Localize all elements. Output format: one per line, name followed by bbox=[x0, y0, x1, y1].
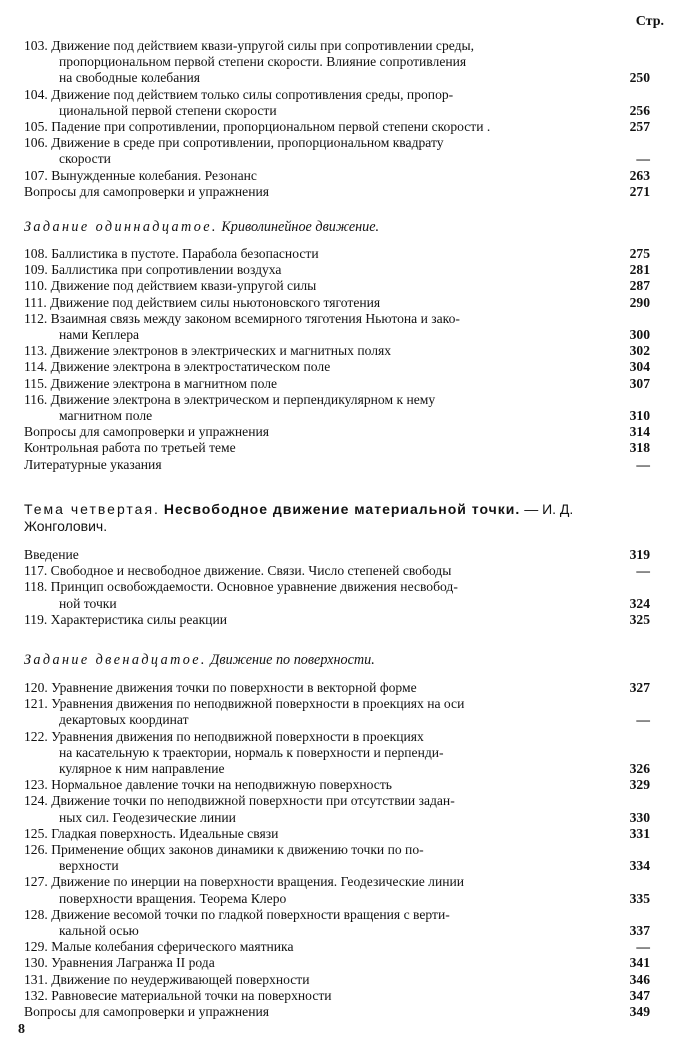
section-lead: Задание двенадцатое. bbox=[24, 652, 207, 668]
toc-entry bbox=[24, 988, 650, 1004]
toc-entry bbox=[24, 87, 650, 119]
toc-entry-title: 128. Движение весомой точки по гладкой поверхности вращения с верти- bbox=[24, 906, 450, 922]
toc-entry-title: 119. Характеристика силы реакции bbox=[24, 611, 227, 627]
toc-entry-title: Введение bbox=[24, 547, 79, 562]
toc-entry bbox=[24, 343, 650, 359]
toc-entry-title: 129. Малые колебания сферического маятника bbox=[24, 939, 294, 955]
toc-entry-page: 318 bbox=[629, 440, 650, 456]
toc-entry bbox=[24, 729, 650, 778]
toc-entry bbox=[24, 311, 650, 343]
toc-entry-title: 127. Движение по инерции на поверхности вращения. Геодезические линии bbox=[24, 874, 465, 890]
toc-entry-title: 123. Нормальное давление точки на неподвижную поверхность bbox=[24, 777, 392, 793]
toc-entry-page: 326 bbox=[629, 760, 650, 776]
toc-entry bbox=[24, 184, 650, 200]
toc-entry-page: 327 bbox=[629, 679, 650, 695]
toc-entry-title: Вопросы для самопроверки и упражнения bbox=[24, 183, 270, 199]
toc-entry bbox=[24, 135, 650, 167]
toc-entry-title: 105. Падение при сопротивлении, пропорциональном первой степени скорости . bbox=[24, 119, 491, 134]
toc-entry bbox=[24, 359, 650, 375]
toc-entry bbox=[24, 168, 650, 184]
toc-entry bbox=[24, 842, 650, 874]
toc-entry bbox=[24, 793, 650, 825]
toc-entry bbox=[24, 440, 650, 456]
toc-entry-page: 307 bbox=[629, 375, 650, 391]
toc-entry bbox=[24, 246, 650, 262]
toc-entry-title: 108. Баллистика в пустоте. Парабола безопасности bbox=[24, 246, 319, 261]
toc-entry-page: 349 bbox=[629, 1003, 650, 1019]
toc-entry-continuation: ных сил. Геодезические линии bbox=[59, 809, 236, 825]
toc-entry bbox=[24, 826, 650, 842]
section-heading-12 bbox=[24, 652, 650, 669]
page-column-header: Стр. bbox=[635, 14, 664, 29]
toc-entry bbox=[24, 874, 650, 906]
toc-entry-page: 314 bbox=[629, 424, 650, 440]
toc-entry-page: 334 bbox=[629, 858, 650, 874]
toc-entry-page: 324 bbox=[629, 595, 650, 611]
toc-entry-title: 107. Вынужденные колебания. Резонанс bbox=[24, 167, 257, 183]
toc-entry-page: 300 bbox=[629, 326, 650, 342]
toc-entry-page: 290 bbox=[629, 294, 650, 310]
toc-entry bbox=[24, 457, 650, 473]
toc-entry-page: 329 bbox=[629, 777, 650, 793]
toc-entry-page: 346 bbox=[629, 971, 650, 987]
theme-title: Несвободное движение материальной точки. bbox=[163, 501, 521, 517]
toc-entry-title: Литературные указания bbox=[24, 456, 162, 472]
toc-entry-title: 117. Свободное и несвободное движение. Связи. Число степеней свободы bbox=[24, 563, 452, 579]
toc-entry-title: Вопросы для самопроверки и упражнения bbox=[24, 1004, 270, 1019]
theme-lead: Тема четвертая. bbox=[24, 501, 160, 517]
toc-entry-page: 341 bbox=[629, 955, 650, 971]
toc-entry-page: 337 bbox=[629, 922, 650, 938]
toc-entry-continuation: циональной первой степени скорости bbox=[59, 102, 277, 118]
toc-entry-title: 116. Движение электрона в электрическом и перпендикулярном к нему bbox=[24, 391, 436, 407]
toc-entry-title: 103. Движение под действием квази-упругой силы при сопротивлении среды, bbox=[24, 38, 475, 53]
section-title: Движение по поверхности. bbox=[210, 652, 375, 668]
toc-entry-title: 111. Движение под действием силы ньютоновского тяготения bbox=[24, 294, 381, 310]
toc-entry-title: 115. Движение электрона в магнитном поле bbox=[24, 375, 278, 391]
toc-entry-title: 109. Баллистика при сопротивлении воздуха bbox=[24, 262, 282, 278]
toc-entry-continuation: верхности bbox=[59, 858, 119, 874]
section-title: Криволинейное движение. bbox=[221, 219, 380, 235]
toc-entry-page: 275 bbox=[629, 245, 650, 261]
toc-entry-title: 124. Движение точки по неподвижной поверхности при отсутствии задан- bbox=[24, 793, 455, 809]
toc-entry-title: 130. Уравнения Лагранжа II рода bbox=[24, 955, 215, 971]
toc-entry-continuation: на касательную к траектории, нормаль к поверхности и перпенди- bbox=[59, 744, 444, 760]
toc-entry-page: — bbox=[636, 712, 650, 728]
toc-entry-title: 110. Движение под действием квази-упругой силы bbox=[24, 278, 317, 294]
page-number: 8 bbox=[18, 1022, 25, 1037]
toc-entry-continuation: магнитном поле bbox=[59, 407, 153, 423]
theme-author: — И. Д. Жонголович. bbox=[24, 501, 574, 534]
toc-entry-continuation: на свободные колебания bbox=[59, 70, 201, 86]
toc-entry-page: 347 bbox=[629, 987, 650, 1003]
toc-entry-page: 335 bbox=[629, 890, 650, 906]
toc-entry-page: 250 bbox=[629, 70, 650, 86]
toc-entry-page: 281 bbox=[629, 262, 650, 278]
toc-entry bbox=[24, 612, 650, 628]
toc-entry-page: 256 bbox=[629, 102, 650, 118]
toc-entry-page: 271 bbox=[629, 183, 650, 199]
toc-entry-title: 125. Гладкая поверхность. Идеальные связи bbox=[24, 825, 279, 841]
toc-entry-title: Контрольная работа по третьей теме bbox=[24, 440, 236, 456]
toc-entry-title: 113. Движение электронов в электрических и магнитных полях bbox=[24, 343, 392, 359]
toc-entry bbox=[24, 563, 650, 579]
toc-entry bbox=[24, 278, 650, 294]
toc-entry bbox=[24, 295, 650, 311]
toc-entry-continuation: декартовых координат bbox=[59, 712, 189, 728]
toc-entry-page: 310 bbox=[629, 407, 650, 423]
toc-entry bbox=[24, 392, 650, 424]
toc-entry bbox=[24, 939, 650, 955]
toc-entry-page: — bbox=[636, 456, 650, 472]
toc-entry bbox=[24, 696, 650, 728]
toc-entry-continuation: кальной осью bbox=[59, 922, 139, 938]
toc-entry-title: 114. Движение электрона в электростатическом поле bbox=[24, 359, 331, 375]
toc-entry bbox=[24, 262, 650, 278]
toc-entry-continuation: кулярное к ним направление bbox=[59, 760, 225, 776]
toc-entry-title: 131. Движение по неудерживающей поверхности bbox=[24, 971, 310, 987]
toc-entry-title: 118. Принцип освобождаемости. Основное уравнение движения несвобод- bbox=[24, 579, 458, 595]
toc-entry-page: 325 bbox=[629, 611, 650, 627]
toc-entry-title: 126. Применение общих законов динамики к движению точки по по- bbox=[24, 842, 424, 857]
toc-entry bbox=[24, 38, 650, 87]
section-lead: Задание одиннадцатое. bbox=[24, 219, 218, 235]
toc-entry-continuation: ной точки bbox=[59, 595, 117, 611]
toc-entry bbox=[24, 424, 650, 440]
toc-entry bbox=[24, 119, 650, 135]
toc-entry-title: 121. Уравнения движения по неподвижной поверхности в проекциях на оси bbox=[24, 696, 465, 712]
theme-heading-4 bbox=[24, 501, 654, 535]
toc-entry bbox=[24, 547, 650, 563]
toc-entry-continuation: пропорциональном первой степени скорости. Влияние сопротивления bbox=[59, 54, 467, 70]
toc-entry-page: 257 bbox=[629, 118, 650, 134]
toc-entry bbox=[24, 1004, 650, 1020]
toc-entry-continuation: поверхности вращения. Теорема Клеро bbox=[59, 890, 287, 906]
toc-entry-page: — bbox=[636, 939, 650, 955]
toc-entry-title: 104. Движение под действием только силы сопротивления среды, пропор- bbox=[24, 86, 454, 102]
toc-entry-title: 122. Уравнения движения по неподвижной поверхности в проекциях bbox=[24, 728, 424, 744]
toc-entry bbox=[24, 972, 650, 988]
section-heading-11 bbox=[24, 219, 650, 236]
toc-entry-page: 330 bbox=[629, 809, 650, 825]
toc-entry-continuation: нами Кеплера bbox=[59, 326, 140, 342]
toc-entry-title: 132. Равновесие материальной точки на поверхности bbox=[24, 987, 332, 1003]
toc-entry-page: — bbox=[636, 563, 650, 579]
toc-entry bbox=[24, 376, 650, 392]
toc-entry bbox=[24, 680, 650, 696]
toc-entry-page: 287 bbox=[629, 278, 650, 294]
toc-entry bbox=[24, 579, 650, 611]
toc-entry-title: 112. Взаимная связь между законом всемирного тяготения Ньютона и зако- bbox=[24, 310, 460, 326]
toc-entry-page: — bbox=[636, 151, 650, 167]
toc-entry-page: 263 bbox=[629, 167, 650, 183]
toc-entry bbox=[24, 777, 650, 793]
toc-entry-page: 304 bbox=[629, 359, 650, 375]
toc-entry-page: 331 bbox=[629, 825, 650, 841]
toc-entry-title: 106. Движение в среде при сопротивлении, пропорциональном квадрату bbox=[24, 135, 444, 151]
toc-entry-title: 120. Уравнение движения точки по поверхности в векторной форме bbox=[24, 680, 417, 695]
toc-entry bbox=[24, 955, 650, 971]
toc-entry-title: Вопросы для самопроверки и упражнения bbox=[24, 424, 270, 440]
toc-entry-page: 319 bbox=[629, 546, 650, 562]
toc-entry-page: 302 bbox=[629, 343, 650, 359]
toc-entry bbox=[24, 907, 650, 939]
toc-entry-continuation: скорости bbox=[59, 151, 111, 167]
